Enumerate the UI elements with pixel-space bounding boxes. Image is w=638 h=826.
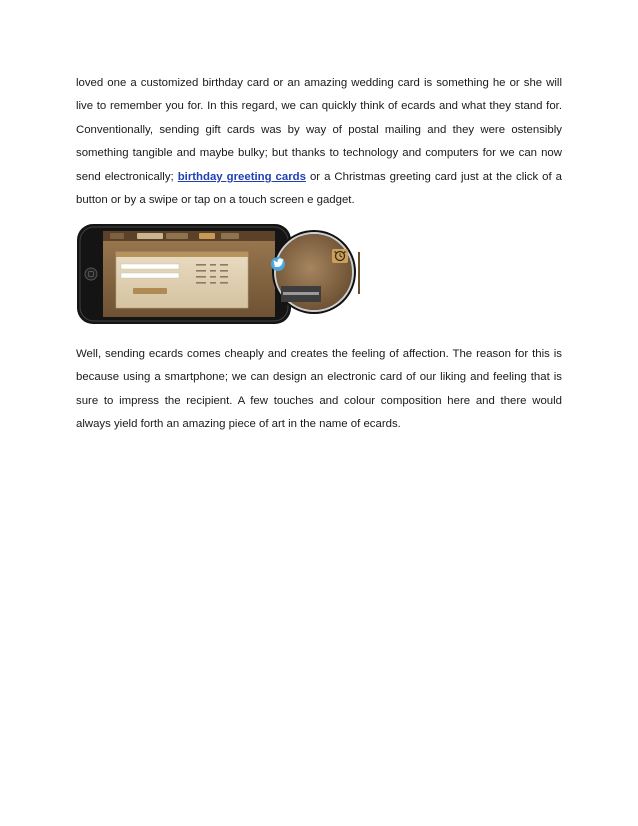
smartphone-ecard-image bbox=[76, 222, 360, 326]
smartphone-illustration bbox=[76, 222, 360, 326]
paragraph-intro-text-end: or a Christmas greeting card just at the click of a button or by a swipe or tap on a touch screen e gadget. bbox=[76, 170, 563, 207]
paragraph-intro-text: loved one a customized birthday card or an amazing wedding card is something he or she will live to remember you for. In this regard, we can quickly think of ecards and what they stand for. Conventionally, sending gift cards was by way of postal mailing and they were ostensibly something tangible and maybe bulky; but thanks to technology and computers for we can now send electronically; bbox=[76, 77, 562, 183]
home-button-icon bbox=[85, 268, 97, 280]
paragraph-ecards: Well, sending ecards comes cheaply and creates the feeling of affection. The reason for this is because using a smartphone; we can design an electronic card of our liking and feeling that is sure to impress the recipient. A few touches and colour composition here and there would always yield forth an amazing piece of art in the name of ecards. bbox=[76, 348, 562, 431]
paragraph-intro bbox=[76, 72, 562, 212]
birthday-greeting-cards-link[interactable]: birthday greeting cards bbox=[177, 170, 306, 183]
